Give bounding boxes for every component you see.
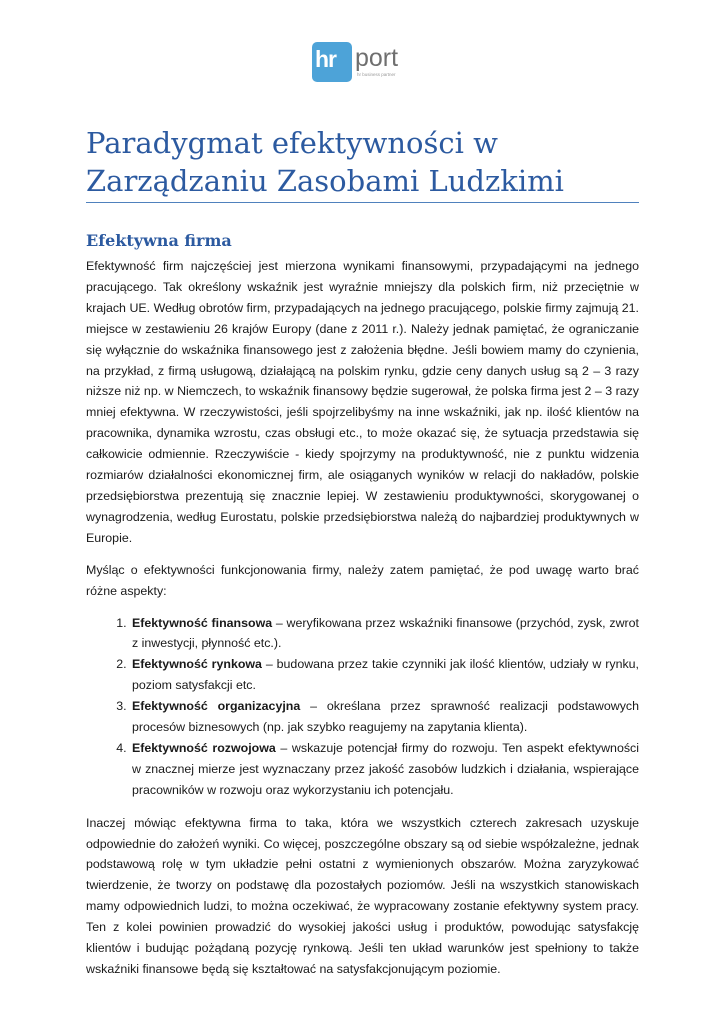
list-item [130, 696, 639, 738]
logo-port-text: port [355, 44, 399, 72]
list-item-term: Efektywność rozwojowa [132, 740, 276, 755]
document-title: Paradygmat efektywności w Zarządzaniu Zasobami Ludzkimi [86, 126, 564, 198]
logo-badge [312, 42, 352, 82]
list-item-desc: – budowana przez takie czynniki jak ilość klientów, udziały w rynku, poziom satysfakcji etc. [132, 657, 639, 693]
aspects-list [86, 613, 639, 801]
list-item-desc: – określana przez sprawność realizacji podstawowych procesów biznesowych (np. jak szybko reagujemy na zapytania klienta). [132, 699, 639, 735]
document-body [86, 228, 639, 991]
list-item-desc: – weryfikowana przez wskaźniki finansowe (przychód, zysk, zwrot z inwestycji, płynność etc.). [132, 615, 639, 651]
list-item-term: Efektywność finansowa [132, 615, 273, 630]
list-item [130, 613, 639, 655]
title-divider [86, 202, 639, 203]
logo-hr-text: hr [315, 46, 336, 72]
list-item [130, 738, 639, 801]
list-item-term: Efektywność rynkowa [132, 657, 262, 672]
paragraph-intro: Efektywność firm najczęściej jest mierzona wynikami finansowymi, przypadającymi na jednego pracującego. Tak określony wskaźnik jest wyraźnie mniejszy dla polskich firm, niż przeciętnie w krajach UE. Według obrotów firm, przypadających na jednego pracującego, polskie firmy zajmują 21. miejsce w zestawieniu 26 krajów Europy (dane z 2011 r.). Należy jednak pamiętać, że ograniczanie się wyłącznie do wskaźnika finansowego jest z założenia błędne. Jeśli bowiem mamy do czynienia, na przykład, z firmą usługową, działającą na polskim rynku, gdzie ceny danych usług są 2 – 3 razy niższe niż np. w Niemczech, to wskaźnik finansowy będzie sugerował, że polska firma jest 2 – 3 razy mniej efektywna. W rzeczywistości, jeśli spojrzelibyśmy na inne wskaźniki, jak np. ilość klientów na pracownika, dynamika wzrostu, czas obsługi etc., to może okazać się, że sytuacja przedstawia się całkowicie odmiennie. Rzeczywiście - kiedy spojrzymy na produktywność, nie z punktu widzenia rozmiarów działalności ekonomicznej firm, ale osiąganych wyników w relacji do nakładów, polskie przedsiębiorstwa prezentują się znacznie lepiej. W zestawieniu produktywności, skorygowanej o wynagrodzenia, według Eurostatu, polskie przedsiębiorstwa należą do najbardziej produktywnych w Europie. [86, 259, 639, 545]
logo-tagline: hr business partner [357, 72, 396, 77]
hrport-logo [312, 42, 416, 82]
list-item-term: Efektywność organizacyjna [132, 699, 301, 714]
paragraph-aspects-lead: Myśląc o efektywności funkcjonowania firmy, należy zatem pamiętać, że pod uwagę warto brać różne aspekty: [86, 562, 639, 598]
list-item [130, 654, 639, 696]
paragraph-conclusion: Inaczej mówiąc efektywna firma to taka, która we wszystkich czterech zakresach uzyskuje odpowiednie do założeń wyniki. Co więcej, poszczególne obszary są od siebie współzależne, jednak podstawową rolę w tym układzie pełni ostatni z wymienionych obszarów. Można zaryzykować twierdzenie, że tworzy on podstawę dla pozostałych poziomów. Jeśli na wszystkich stanowiskach mamy odpowiednich ludzi, to można oczekiwać, że wypracowany zostanie efektywny system pracy. Ten z kolei powinien prowadzić do wysokiej jakości usług i produktów, powodując satysfakcję klientów i budując pożądaną pozycję rynkową. Jeśli ten układ warunków jest spełniony to także wskaźniki finansowe będą się kształtować na satysfakcjonującym poziomie. [86, 815, 639, 976]
list-item-desc: – wskazuje potencjał firmy do rozwoju. Ten aspekt efektywności w znacznej mierze jest wyznaczany przez jakość zasobów ludzkich i działania, wspierające pracowników w rozwoju oraz wykorzystaniu ich potencjału. [132, 740, 639, 797]
section-heading: Efektywna firma [86, 231, 232, 250]
